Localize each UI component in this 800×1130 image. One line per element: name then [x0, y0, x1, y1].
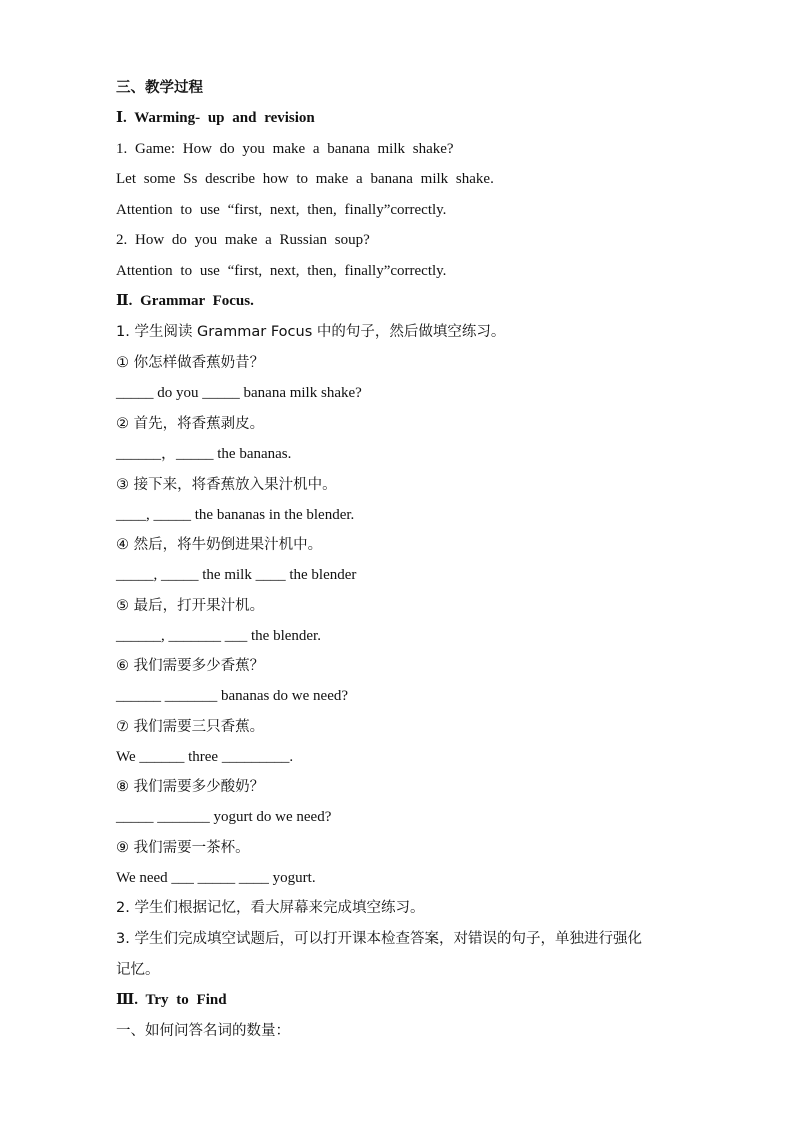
- fill-blank-line: ______ _______ bananas do we need?: [116, 688, 349, 704]
- text-line: Attention to use “first, next, then, finally”correctly.: [116, 202, 447, 218]
- fill-blank-line: _____ _______ yogurt do we need?: [116, 809, 332, 825]
- exercise-prompt: ⑦ 我们需要三只香蕉。: [116, 719, 265, 735]
- subsection-heading: 一、如何问答名词的数量：: [116, 1023, 290, 1039]
- section-heading-teaching-process: 三、教学过程: [116, 80, 203, 96]
- text-line: Let some Ss describe how to make a banana milk shake.: [116, 171, 494, 187]
- instruction-line: 2. 学生们根据记忆，看大屏幕来完成填空练习。: [116, 900, 425, 916]
- section-heading-try-to-find: Ⅲ. Try to Find: [116, 992, 227, 1008]
- instruction-line: 1. 学生阅读 Grammar Focus 中的句子，然后做填空练习。: [116, 324, 506, 340]
- instruction-line: 3. 学生们完成填空试题后，可以打开课本检查答案，对错误的句子，单独进行强化: [116, 931, 642, 947]
- text-line: 1. Game: How do you make a banana milk shake?: [116, 141, 454, 157]
- exercise-prompt: ⑧ 我们需要多少酸奶？: [116, 779, 265, 795]
- fill-blank-line: _____ do you _____ banana milk shake?: [116, 385, 362, 401]
- exercise-prompt: ⑨ 我们需要一茶杯。: [116, 840, 250, 856]
- fill-blank-line: _____, _____ the milk ____ the blender: [116, 567, 357, 583]
- exercise-prompt: ③ 接下来，将香蕉放入果汁机中。: [116, 477, 337, 493]
- fill-blank-line: We need ___ _____ ____ yogurt.: [116, 870, 316, 886]
- text-line: Attention to use “first, next, then, finally”correctly.: [116, 263, 447, 279]
- exercise-prompt: ④ 然后，将牛奶倒进果汁机中。: [116, 537, 323, 553]
- fill-blank-line: We ______ three _________.: [116, 749, 294, 765]
- section-heading-grammar-focus: Ⅱ. Grammar Focus.: [116, 293, 254, 309]
- text-line: 2. How do you make a Russian soup?: [116, 232, 370, 248]
- fill-blank-line: ______, _______ ___ the blender.: [116, 628, 321, 644]
- fill-blank-line: ______，_____ the bananas.: [116, 446, 292, 462]
- fill-blank-line: ____, _____ the bananas in the blender.: [116, 507, 355, 523]
- exercise-prompt: ② 首先，将香蕉剥皮。: [116, 416, 265, 432]
- exercise-prompt: ⑥ 我们需要多少香蕉？: [116, 658, 265, 674]
- exercise-prompt: ① 你怎样做香蕉奶昔？: [116, 355, 265, 371]
- exercise-prompt: ⑤ 最后，打开果汁机。: [116, 598, 265, 614]
- instruction-line: 记忆。: [116, 962, 160, 978]
- section-heading-warming-up: Ⅰ. Warming- up and revision: [116, 110, 315, 126]
